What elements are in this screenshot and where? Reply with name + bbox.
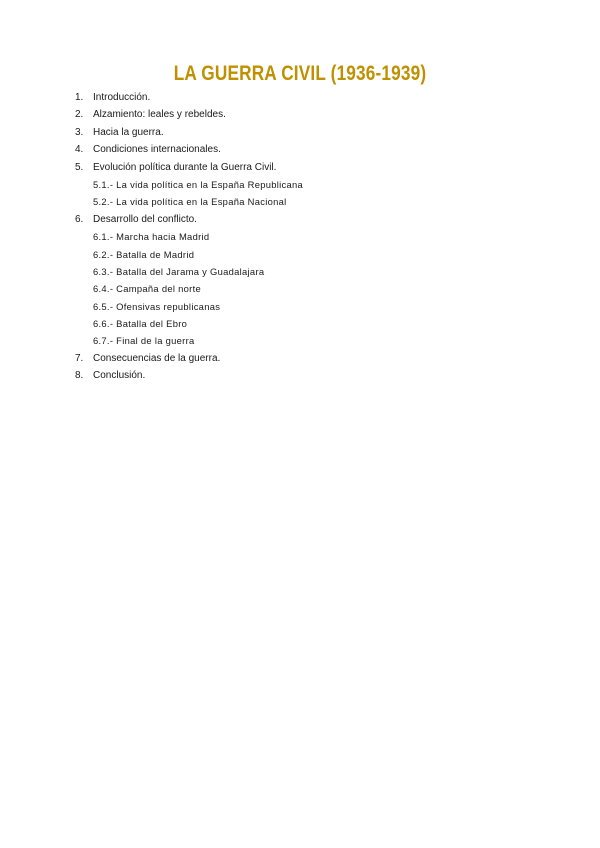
table-of-contents: [75, 89, 555, 385]
toc-subitem: 6.7.- Final de la guerra: [93, 335, 195, 347]
toc-item-text: Conclusión.: [93, 370, 146, 382]
toc-item-number: 1.: [75, 92, 84, 103]
toc-item: [75, 211, 555, 228]
toc-item: [75, 141, 555, 158]
page-title: LA GUERRA CIVIL (1936-1939): [173, 62, 427, 85]
toc-subitem: 6.2.- Batalla de Madrid: [93, 248, 195, 260]
toc-item-number: 5.: [75, 161, 84, 173]
toc-item-text: Introducción.: [93, 92, 151, 103]
toc-subitem: 6.4.- Campaña del norte: [93, 283, 202, 295]
toc-item-number: 3.: [75, 126, 84, 138]
toc-subitem: 6.5.- Ofensivas republicanas: [93, 300, 221, 312]
toc-item: [75, 89, 555, 106]
toc-item-text: Consecuencias de la guerra.: [93, 352, 221, 364]
toc-item: [75, 106, 555, 123]
toc-item-text: Condiciones internacionales.: [93, 144, 221, 156]
toc-item-number: 6.: [75, 213, 84, 225]
toc-subitem: 6.6.- Batalla del Ebro: [93, 318, 188, 330]
toc-subitem: 5.2.- La vida política en la España Nacional: [93, 196, 287, 208]
toc-subitem: 6.3.- Batalla del Jarama y Guadalajara: [93, 265, 265, 277]
toc-item-text: Hacia la guerra.: [93, 126, 164, 138]
toc-item: [75, 350, 555, 367]
toc-item: [75, 367, 555, 384]
toc-item-number: 8.: [75, 370, 84, 382]
toc-item-text: Evolución política durante la Guerra Civil.: [93, 161, 277, 173]
toc-item-number: 2.: [75, 109, 84, 121]
toc-item-number: 4.: [75, 144, 84, 156]
toc-item: [75, 124, 555, 141]
toc-item-text: Alzamiento: leales y rebeldes.: [93, 109, 226, 121]
toc-item-text: Desarrollo del conflicto.: [93, 213, 197, 225]
toc-subitem: 6.1.- Marcha hacia Madrid: [93, 231, 210, 243]
toc-subitem: 5.1.- La vida política en la España Republicana: [93, 178, 304, 190]
toc-item: [75, 159, 555, 176]
toc-item-number: 7.: [75, 352, 84, 364]
